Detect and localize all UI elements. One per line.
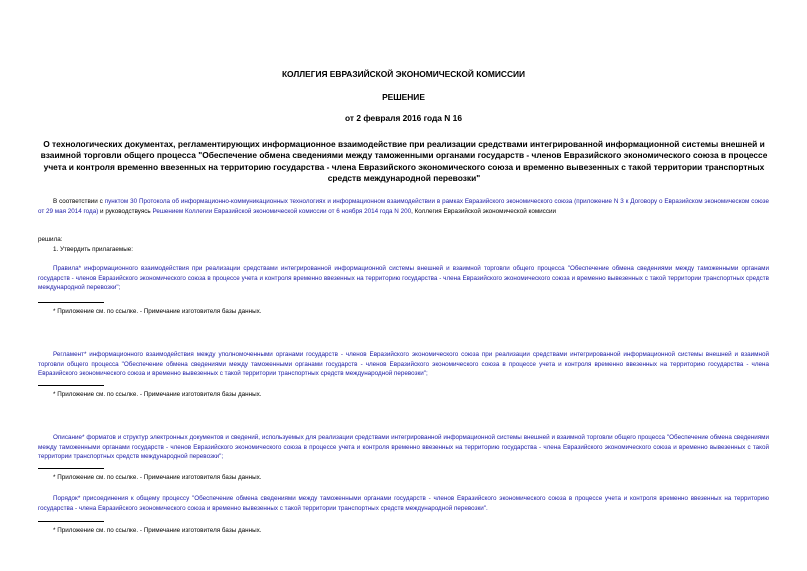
doc-paragraph-description (38, 433, 769, 462)
org-heading: КОЛЛЕГИЯ ЕВРАЗИЙСКОЙ ЭКОНОМИЧЕСКОЙ КОМИССИИ (281, 69, 526, 79)
footnote-2: * Приложение см. по ссылке. - Примечание изготовителя базы данных. (53, 391, 262, 398)
document-title: О технологических документах, регламентирующих информационное взаимодействие при реализации средствами интегрированной информационной системы внешней и взаимной торговли общего процесса "Обеспечение обмена сведениями между таможенными органами государств - членов Евразийского экономического союза в процессе учета и контроля временно ввезенных на территорию государства - члена Евразийского экономического союза и временно вывезенных с такой территории транспортных средств международной перевозки" (40, 139, 768, 184)
preamble-text-3: , Коллегия Евразийской экономической комиссии (411, 207, 557, 215)
preamble-paragraph (38, 197, 769, 216)
footnote-divider (38, 521, 104, 522)
footnote-divider (38, 385, 104, 386)
procedure-link[interactable]: Порядок (53, 495, 78, 502)
footnote-4: * Приложение см. по ссылке. - Примечание изготовителя базы данных. (53, 527, 262, 534)
rules-text: * информационного взаимодействия при реализации средствами интегрированной информационной системы внешней и взаимной торговли общего процесса "Обеспечение обмена сведениями между таможенными органами государств - членов Евразийского экономического союза в процессе учета и контроля временно ввезенных на территорию государства - члена Евразийского экономического союза и временно вывезенных с такой территории транспортных средств международной перевозки"; (38, 265, 769, 291)
decided-text: решила: (38, 236, 63, 243)
rules-link[interactable]: Правила (53, 265, 79, 272)
regulation-link[interactable]: Регламент (53, 351, 84, 358)
preamble-text-1: В соответствии с (53, 198, 105, 205)
preamble-text-2: и руководствуясь (98, 207, 153, 215)
doc-type-heading: РЕШЕНИЕ (382, 92, 425, 102)
protocol-link[interactable]: пунктом 30 Протокола об информационно-коммуникационных технологиях и информационном взаимодействии в рамках Евразийского экономического союза (приложение N 3 к Договору о Евразийском экономическом союзе от 29 мая 2014 года) (38, 198, 769, 215)
item-1-text: 1. Утвердить прилагаемые: (53, 246, 133, 253)
footnote-divider (38, 468, 104, 469)
doc-paragraph-regulation (38, 350, 769, 379)
description-text: * форматов и структур электронных документов и сведений, используемых для реализации средствами интегрированной информационной системы внешней и взаимной торговли общего процесса "Обеспечение обмена сведениями между таможенными органами государств - членов Евразийского экономического союза в процессе учета и контроля временно ввезенных на территорию государства - члена Евразийского экономического союза и временно вывезенных с такой территории транспортных средств международной перевозки"; (38, 434, 769, 460)
date-heading: от 2 февраля 2016 года N 16 (345, 113, 462, 123)
doc-paragraph-procedure (38, 494, 769, 513)
footnote-3: * Приложение см. по ссылке. - Примечание изготовителя базы данных. (53, 474, 262, 481)
doc-paragraph-rules (38, 264, 769, 293)
decision-link[interactable]: Решением Коллегии Евразийской экономической комиссии от 6 ноября 2014 года N 200 (152, 207, 412, 215)
footnote-divider (38, 302, 104, 303)
description-link[interactable]: Описание (53, 434, 82, 441)
regulation-text: * информационного взаимодействия между уполномоченными органами государств - членов Евразийского экономического союза при реализации средствами интегрированной информационной системы внешней и взаимной торговли общего процесса "Обеспечение обмена сведениями между таможенными органами государств - членов Евразийского экономического союза в процессе учета и контроля временно ввезенных на территорию государства - члена Евразийского экономического союза и временно вывезенных с такой территории транспортных средств международной перевозки"; (38, 351, 769, 377)
procedure-text: * присоединения к общему процессу "Обеспечение обмена сведениями между таможенными органами государств - членов Евразийского экономического союза в процессе учета и контроля временно ввезенных на территорию государства - члена Евразийского экономического союза и временно вывезенных с такой территории транспортных средств международной перевозки". (38, 495, 769, 512)
footnote-1: * Приложение см. по ссылке. - Примечание изготовителя базы данных. (53, 308, 262, 315)
